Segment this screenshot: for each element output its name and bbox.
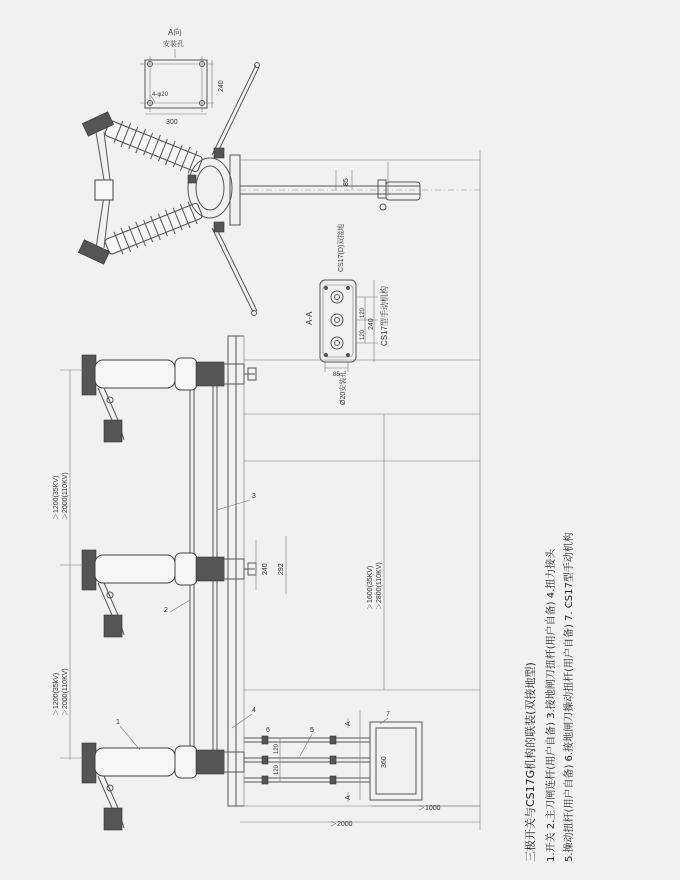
part-3-label: 3 [252, 493, 256, 500]
dim-1000: ＞1000 [418, 805, 441, 812]
dim-85-top: 85 [343, 178, 350, 186]
dim-width: 300 [166, 119, 178, 126]
dim-120a-main: 120 [274, 743, 280, 754]
caption-line-1: 1.开关 2.主刀闸连杆(用户自备) 3.接地闸刀扭杆(用户自备) 4.扭力接头 [546, 548, 557, 862]
mechanism-label: CS17型手动机构 [380, 285, 389, 346]
v-switch-top-view [78, 63, 480, 316]
dim-height-240-top: 240 [218, 80, 225, 92]
dim-240-main: 240 [262, 563, 269, 575]
dim-2000: ＞2000 [330, 821, 353, 828]
part-4-label: 4 [252, 707, 256, 714]
dim-360: 360 [381, 756, 388, 768]
dim-85-aa: 85 [333, 372, 340, 378]
view-label: A向 [168, 28, 182, 37]
span2-35kv: ＞1200(35kV) [53, 672, 60, 716]
height-35kv: ＞1600(35KV) [367, 565, 374, 610]
section-aa-title: A-A [305, 311, 314, 325]
span1-110kv: ＞2000(110KV) [62, 472, 69, 520]
dim-120a-aa: 120 [360, 307, 366, 318]
mounting-hole-detail [140, 27, 214, 126]
arrow-a1: A [345, 721, 352, 726]
pole-2 [82, 550, 256, 637]
mount-hole-label: 安装孔 [163, 41, 184, 48]
dim-120b-aa: 120 [360, 329, 366, 340]
support-frame [190, 150, 480, 830]
arrow-a2: A [345, 795, 352, 800]
caption-line-2: 5.操动扭杆(用户自备) 6.接地闸刀操动扭杆(用户自备) 7. CS17型手动机构 [564, 532, 575, 862]
height-110kv: ＞2800(110KV) [376, 562, 383, 610]
span2-110kv: ＞2000(110KV) [62, 668, 69, 716]
part-6-label: 6 [266, 727, 270, 734]
pole-1 [82, 355, 256, 442]
dim-292-main: 292 [278, 563, 285, 575]
dim-240-aa: 240 [368, 318, 375, 330]
mount-label: Ø20安装孔 [340, 370, 347, 405]
dim-120b-main: 120 [274, 764, 280, 775]
operating-mechanism [244, 710, 422, 802]
part-2-label: 2 [164, 607, 168, 614]
span1-35kv: ＞1200(35KV) [53, 475, 60, 520]
part-7-label: 7 [386, 711, 390, 718]
part-5-label: 5 [310, 727, 314, 734]
hole-spec: 4-φ20 [152, 92, 168, 98]
ground-label: CS17(D)双接地 [338, 223, 345, 272]
part-1-label: 1 [116, 719, 120, 726]
caption-title: 三极开关与CS17G机构的联装(双接地型) [524, 662, 537, 862]
pole-3 [82, 743, 244, 830]
